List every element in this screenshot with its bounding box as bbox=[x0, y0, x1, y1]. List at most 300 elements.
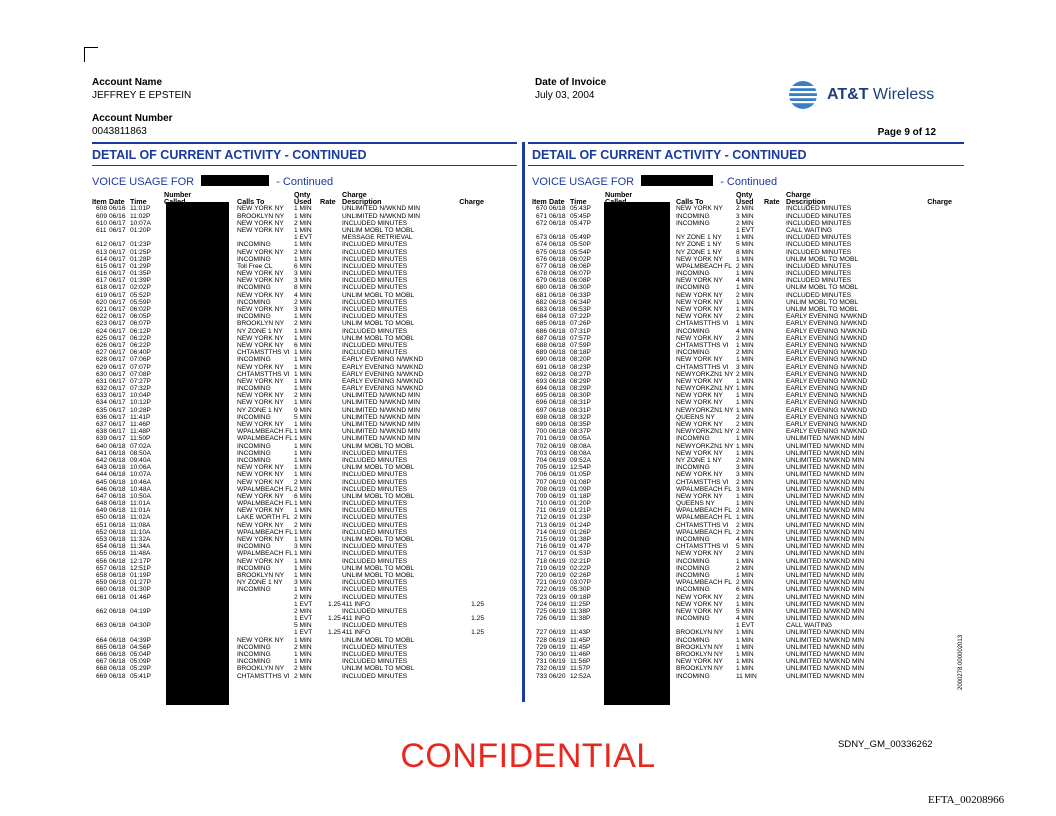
cell-description: UNLIMITED N/WKND MIN bbox=[342, 421, 421, 428]
cell-date: 06/18 bbox=[109, 536, 126, 543]
table-row bbox=[92, 471, 517, 478]
cell-description: INCLUDED MINUTES bbox=[786, 241, 852, 249]
cell-description: INCLUDED MINUTES bbox=[342, 651, 408, 658]
cell-qnty: 1 MIN bbox=[736, 643, 754, 651]
cell-calls-to: NEW YORK NY bbox=[676, 492, 723, 500]
cell-date: 06/19 bbox=[549, 435, 566, 443]
table-row bbox=[92, 385, 517, 392]
bates-number: SDNY_GM_00336262 bbox=[838, 739, 933, 750]
cell-time: 09:52A bbox=[570, 456, 591, 464]
table-row bbox=[92, 306, 517, 313]
cell-date: 06/19 bbox=[549, 629, 566, 637]
cell-description: INCLUDED MINUTES bbox=[342, 313, 408, 321]
cell-calls-to: INCOMING bbox=[676, 212, 710, 220]
cell-description: UNLIMITED N/WKND MIN bbox=[342, 392, 421, 400]
cell-item: 610 bbox=[96, 219, 108, 227]
cell-description: UNLIM MOBL TO MOBL bbox=[342, 571, 415, 579]
table-row bbox=[532, 342, 964, 349]
table-row bbox=[532, 399, 964, 406]
cell-date: 06/19 bbox=[549, 521, 566, 529]
cell-date: 06/18 bbox=[549, 262, 566, 270]
cell-date: 06/17 bbox=[109, 341, 126, 349]
cell-item: 699 bbox=[536, 421, 548, 428]
cell-item: 702 bbox=[536, 442, 548, 450]
cell-item: 670 bbox=[536, 205, 548, 213]
cell-date: 06/17 bbox=[109, 385, 126, 393]
cell-item: 726 bbox=[536, 615, 548, 623]
cell-description: EARLY EVENING N/WKND bbox=[786, 313, 868, 321]
cell-description: EARLY EVENING N/WKND bbox=[786, 385, 868, 393]
cell-time: 06:33P bbox=[570, 291, 591, 299]
cell-item: 725 bbox=[536, 607, 548, 615]
cell-time: 05:43P bbox=[570, 205, 591, 213]
table-row bbox=[92, 313, 517, 320]
header-date: Date bbox=[109, 197, 125, 207]
cell-calls-to: INCOMING bbox=[676, 349, 710, 357]
cell-item: 651 bbox=[96, 521, 108, 529]
cell-description: EARLY EVENING N/WKND bbox=[342, 377, 424, 385]
cell-qnty: 1 MIN bbox=[736, 442, 754, 450]
table-row bbox=[92, 378, 517, 385]
cell-description: UNLIMITED N/WKND MIN bbox=[342, 428, 421, 436]
cell-date: 06/19 bbox=[549, 579, 566, 587]
cell-qnty: 1 MIN bbox=[294, 658, 312, 666]
cell-calls-to: NEW YORK NY bbox=[237, 306, 284, 313]
cell-description: EARLY EVENING N/WKND bbox=[786, 334, 868, 342]
cell-time: 08:05A bbox=[570, 435, 591, 443]
cell-qnty: 1 MIN bbox=[294, 586, 312, 594]
cell-item: 692 bbox=[536, 370, 548, 378]
section-underline-left bbox=[92, 165, 517, 166]
table-row bbox=[92, 407, 517, 414]
cell-qnty: 1 MIN bbox=[736, 557, 754, 565]
cell-calls-to: INCOMING bbox=[237, 543, 271, 551]
cell-item: 625 bbox=[96, 334, 108, 342]
cell-time: 08:37P bbox=[570, 428, 591, 436]
cell-calls-to: NEW YORK NY bbox=[237, 219, 284, 227]
cell-date: 06/18 bbox=[549, 205, 566, 213]
table-row bbox=[532, 450, 964, 457]
cell-calls-to: CHTAMSTTHS VI bbox=[237, 370, 290, 378]
cell-description: UNLIMITED N/WKND MIN bbox=[786, 464, 865, 472]
header-time: Time bbox=[570, 197, 587, 207]
table-row bbox=[92, 586, 517, 593]
cell-description: EARLY EVENING N/WKND bbox=[786, 413, 868, 421]
cell-qnty: 1 MIN bbox=[294, 399, 312, 407]
cell-description: EARLY EVENING N/WKND bbox=[786, 363, 868, 371]
side-code: 2000278.000002013 bbox=[958, 634, 964, 690]
cell-date: 06/18 bbox=[549, 284, 566, 292]
cell-qnty: 1 MIN bbox=[294, 255, 312, 263]
cell-item: 628 bbox=[96, 356, 108, 364]
table-row bbox=[92, 486, 517, 493]
cell-description: INCLUDED MINUTES bbox=[342, 478, 408, 486]
cell-item: 722 bbox=[536, 586, 548, 594]
cell-date: 06/18 bbox=[549, 334, 566, 342]
cell-item: 686 bbox=[536, 327, 548, 335]
cell-time: 11:48A bbox=[130, 550, 151, 558]
table-row bbox=[92, 644, 517, 651]
table-row bbox=[92, 464, 517, 471]
cell-item: 617 bbox=[96, 277, 108, 285]
cell-description: UNLIMITED N/WKND MIN bbox=[786, 643, 865, 651]
cell-description: UNLIM MOBL TO MOBL bbox=[786, 306, 859, 313]
cell-date: 06/18 bbox=[549, 356, 566, 364]
cell-item: 721 bbox=[536, 579, 548, 587]
cell-date: 06/17 bbox=[109, 435, 126, 443]
cell-date: 06/19 bbox=[549, 536, 566, 543]
cell-time: 06:05P bbox=[130, 313, 151, 321]
table-row bbox=[532, 306, 964, 313]
cell-qnty: 2 MIN bbox=[736, 428, 754, 436]
cell-time: 11:45P bbox=[570, 636, 591, 644]
cell-description: UNLIMITED N/WKND MIN bbox=[786, 586, 865, 594]
cell-item: 730 bbox=[536, 651, 548, 658]
cell-qnty: 2 MIN bbox=[736, 564, 754, 572]
cell-date: 06/17 bbox=[109, 284, 126, 292]
header-charge: Charge bbox=[927, 197, 952, 207]
cell-time: 08:29P bbox=[570, 377, 591, 385]
cell-description: INCLUDED MINUTES bbox=[342, 284, 408, 292]
table-header bbox=[92, 198, 517, 205]
cell-time: 05:50P bbox=[570, 241, 591, 249]
cell-item: 612 bbox=[96, 241, 108, 249]
cell-item: 641 bbox=[96, 449, 108, 457]
cell-description: INCLUDED MINUTES bbox=[342, 298, 408, 306]
cell-time: 07:26P bbox=[570, 320, 591, 328]
cell-qnty: 3 MIN bbox=[294, 306, 312, 313]
cell-calls-to: NEW YORK NY bbox=[237, 377, 284, 385]
cell-qnty: 3 MIN bbox=[294, 579, 312, 587]
cell-date: 06/19 bbox=[549, 442, 566, 450]
cell-time: 05:59P bbox=[130, 298, 151, 306]
cell-date: 06/18 bbox=[109, 636, 126, 644]
cell-qnty: 5 MIN bbox=[294, 413, 312, 421]
cell-date: 06/18 bbox=[549, 370, 566, 378]
table-row bbox=[532, 313, 964, 320]
cell-date: 06/18 bbox=[109, 571, 126, 579]
cell-item: 638 bbox=[96, 428, 108, 436]
cell-description: EARLY EVENING N/WKND bbox=[342, 370, 424, 378]
cell-calls-to: NEW YORK NY bbox=[237, 341, 284, 349]
cell-qnty: 1 EVT bbox=[294, 600, 313, 608]
cell-description: INCLUDED MINUTES bbox=[342, 306, 408, 313]
cell-time: 06:22P bbox=[130, 334, 151, 342]
cell-item: 731 bbox=[536, 658, 548, 666]
cell-qnty: 1 MIN bbox=[736, 406, 754, 414]
cell-qnty: 4 MIN bbox=[736, 277, 754, 285]
header-qnty: Qnty bbox=[294, 190, 311, 199]
table-row bbox=[92, 205, 517, 212]
cell-item: 710 bbox=[536, 500, 548, 508]
cell-date: 06/17 bbox=[109, 291, 126, 299]
table-row bbox=[92, 328, 517, 335]
cell-item: 698 bbox=[536, 413, 548, 421]
cell-description: INCLUDED MINUTES bbox=[342, 456, 408, 464]
cell-date: 06/18 bbox=[109, 622, 126, 630]
cell-calls-to: NEW YORK NY bbox=[676, 607, 723, 615]
cell-description: UNLIMITED N/WKND MIN bbox=[786, 485, 865, 493]
table-row bbox=[532, 292, 964, 299]
cell-calls-to: NEW YORK NY bbox=[237, 636, 284, 644]
cell-calls-to: WPALMBEACH FL bbox=[676, 507, 732, 515]
cell-description: 411 INFO bbox=[342, 600, 371, 608]
header-number: Number bbox=[164, 190, 192, 199]
cell-description: UNLIM MOBL TO MOBL bbox=[342, 226, 415, 234]
table-row bbox=[532, 514, 964, 521]
cell-qnty: 1 MIN bbox=[294, 571, 312, 579]
cell-item: 660 bbox=[96, 586, 108, 594]
cell-calls-to: NY ZONE 1 NY bbox=[676, 234, 722, 242]
cell-calls-to: NEW YORK NY bbox=[676, 399, 723, 407]
cell-calls-to: INCOMING bbox=[237, 298, 271, 306]
cell-time: 08:50A bbox=[130, 449, 151, 457]
cell-calls-to: NEWYORKZN1 NY bbox=[676, 442, 734, 450]
cell-date: 06/20 bbox=[549, 672, 566, 680]
cell-description: EARLY EVENING N/WKND bbox=[786, 341, 868, 349]
cell-item: 684 bbox=[536, 313, 548, 321]
table-row bbox=[532, 457, 964, 464]
cell-time: 05:04P bbox=[130, 651, 151, 658]
cell-date: 06/18 bbox=[109, 665, 126, 673]
cell-description: EARLY EVENING N/WKND bbox=[786, 327, 868, 335]
cell-item: 687 bbox=[536, 334, 548, 342]
account-name: JEFFREY E EPSTEIN bbox=[92, 90, 192, 101]
cell-calls-to: NEW YORK NY bbox=[676, 313, 723, 321]
cell-calls-to: NY ZONE 1 NY bbox=[676, 241, 722, 249]
cell-item: 677 bbox=[536, 262, 548, 270]
table-row bbox=[532, 371, 964, 378]
cell-date: 06/18 bbox=[109, 643, 126, 651]
cell-description: INCLUDED MINUTES bbox=[786, 212, 852, 220]
cell-description: INCLUDED MINUTES bbox=[786, 248, 852, 256]
cell-item: 733 bbox=[536, 672, 548, 680]
cell-item: 679 bbox=[536, 277, 548, 285]
cell-qnty: 1 MIN bbox=[736, 306, 754, 313]
cell-item: 728 bbox=[536, 636, 548, 644]
cell-qnty: 2 MIN bbox=[736, 313, 754, 321]
cell-qnty: 1 MIN bbox=[294, 349, 312, 357]
header-charge-top: Charge bbox=[342, 190, 367, 199]
cell-item: 694 bbox=[536, 385, 548, 393]
cell-date: 06/18 bbox=[109, 471, 126, 479]
cell-item: 717 bbox=[536, 550, 548, 558]
cell-item: 654 bbox=[96, 543, 108, 551]
table-row bbox=[92, 572, 517, 579]
table-row bbox=[92, 220, 517, 227]
header-called: Called bbox=[605, 197, 627, 207]
voice-usage-suffix: - Continued bbox=[720, 176, 778, 188]
cell-calls-to: BROOKLYN NY bbox=[237, 212, 285, 220]
cell-qnty: 1 MIN bbox=[294, 564, 312, 572]
table-row bbox=[532, 407, 964, 414]
cell-charge: 1.25 bbox=[471, 615, 484, 623]
voice-usage-prefix: VOICE USAGE FOR bbox=[532, 176, 635, 188]
cell-description: UNLIMITED N/WKND MIN bbox=[786, 665, 865, 673]
table-row bbox=[532, 205, 964, 212]
cell-qnty: 1 MIN bbox=[736, 492, 754, 500]
cell-date: 06/17 bbox=[109, 219, 126, 227]
cell-time: 05:09P bbox=[130, 658, 151, 666]
cell-calls-to: BROOKLYN NY bbox=[237, 571, 285, 579]
cell-date: 06/19 bbox=[549, 651, 566, 658]
cell-calls-to: BROOKLYN NY bbox=[676, 629, 724, 637]
right-top-rule bbox=[528, 142, 964, 144]
cell-date: 06/18 bbox=[549, 385, 566, 393]
cell-time: 08:29P bbox=[570, 385, 591, 393]
cell-calls-to: INCOMING bbox=[676, 219, 710, 227]
cell-qnty: 2 MIN bbox=[294, 593, 312, 601]
cell-item: 676 bbox=[536, 255, 548, 263]
cell-qnty: 3 MIN bbox=[294, 277, 312, 285]
cell-qnty: 2 MIN bbox=[736, 579, 754, 587]
cell-item: 624 bbox=[96, 327, 108, 335]
cell-qnty: 6 MIN bbox=[294, 262, 312, 270]
cell-calls-to: NEWYORKZN1 NY bbox=[676, 406, 734, 414]
cell-time: 08:35P bbox=[570, 421, 591, 428]
cell-date: 06/18 bbox=[549, 212, 566, 220]
table-row bbox=[532, 435, 964, 442]
cell-item: 656 bbox=[96, 557, 108, 565]
cell-date: 06/19 bbox=[549, 550, 566, 558]
cell-qnty: 1 MIN bbox=[736, 341, 754, 349]
cell-time: 01:19P bbox=[130, 571, 151, 579]
cell-description: INCLUDED MINUTES bbox=[342, 327, 408, 335]
cell-qnty: 1 MIN bbox=[294, 334, 312, 342]
cell-qnty: 1 MIN bbox=[736, 514, 754, 522]
cell-item: 629 bbox=[96, 363, 108, 371]
table-row bbox=[532, 270, 964, 277]
cell-date: 06/17 bbox=[109, 306, 126, 313]
table-row bbox=[92, 227, 517, 234]
table-row bbox=[92, 651, 517, 658]
cell-qnty: 1 MIN bbox=[294, 212, 312, 220]
cell-calls-to: NEW YORK NY bbox=[676, 306, 723, 313]
table-row bbox=[92, 284, 517, 291]
cell-item: 689 bbox=[536, 349, 548, 357]
table-row bbox=[92, 658, 517, 665]
cell-date: 06/18 bbox=[549, 298, 566, 306]
cell-calls-to: NEW YORK NY bbox=[237, 557, 284, 565]
cell-description: INCLUDED MINUTES bbox=[342, 550, 408, 558]
cell-item: 719 bbox=[536, 564, 548, 572]
redacted-name bbox=[201, 175, 269, 186]
cell-qnty: 2 MIN bbox=[736, 334, 754, 342]
cell-description: UNLIMITED N/WKND MIN bbox=[786, 564, 865, 572]
cell-date: 06/19 bbox=[549, 485, 566, 493]
cell-item: 693 bbox=[536, 377, 548, 385]
table-row bbox=[92, 615, 517, 622]
section-title-right: DETAIL OF CURRENT ACTIVITY - CONTINUED bbox=[532, 148, 807, 162]
cell-description: INCLUDED MINUTES bbox=[342, 341, 408, 349]
cell-qnty: 1 MIN bbox=[294, 557, 312, 565]
table-row bbox=[92, 234, 517, 241]
cell-calls-to: CHTAMSTTHS VI bbox=[676, 320, 729, 328]
cell-date: 06/17 bbox=[109, 406, 126, 414]
cell-date: 06/18 bbox=[109, 557, 126, 565]
cell-description: UNLIMITED N/WKND MIN bbox=[786, 557, 865, 565]
cell-qnty: 1 MIN bbox=[294, 471, 312, 479]
table-row bbox=[92, 558, 517, 565]
table-row bbox=[92, 342, 517, 349]
cell-description: INCLUDED MINUTES bbox=[342, 255, 408, 263]
table-row bbox=[532, 335, 964, 342]
cell-time: 11:46P bbox=[570, 651, 591, 658]
cell-item: 707 bbox=[536, 478, 548, 486]
cell-time: 06:08P bbox=[570, 277, 591, 285]
cell-date: 06/18 bbox=[549, 392, 566, 400]
left-top-rule bbox=[92, 142, 517, 144]
cell-description: UNLIMITED N/WKND MIN bbox=[342, 413, 421, 421]
cell-calls-to: CHTAMSTTHS VI bbox=[676, 363, 729, 371]
cell-time: 11:01A bbox=[130, 500, 151, 508]
cell-time: 07:07P bbox=[130, 363, 151, 371]
cell-item: 652 bbox=[96, 528, 108, 536]
cell-calls-to: NEW YORK NY bbox=[676, 550, 723, 558]
cell-item: 713 bbox=[536, 521, 548, 529]
cell-time: 07:27P bbox=[130, 377, 151, 385]
cell-item: 657 bbox=[96, 564, 108, 572]
cell-qnty: 8 MIN bbox=[294, 284, 312, 292]
header-calls-to: Calls To bbox=[676, 197, 704, 207]
table-row bbox=[92, 249, 517, 256]
cell-description: INCLUDED MINUTES bbox=[342, 658, 408, 666]
cell-calls-to: NEWYORKZN1 NY bbox=[676, 370, 734, 378]
cell-qnty: 1 MIN bbox=[294, 536, 312, 543]
cell-item: 663 bbox=[96, 622, 108, 630]
cell-qnty: 1 MIN bbox=[736, 298, 754, 306]
cell-time: 06:06P bbox=[570, 262, 591, 270]
cell-item: 627 bbox=[96, 349, 108, 357]
cell-item: 653 bbox=[96, 536, 108, 543]
cell-calls-to: INCOMING bbox=[237, 449, 271, 457]
cell-time: 01:38P bbox=[570, 536, 591, 543]
table-row bbox=[92, 507, 517, 514]
cell-description: INCLUDED MINUTES bbox=[342, 579, 408, 587]
cell-calls-to: INCOMING bbox=[676, 571, 710, 579]
cell-description: INCLUDED MINUTES bbox=[342, 543, 408, 551]
cell-calls-to: NEW YORK NY bbox=[237, 270, 284, 278]
table-row bbox=[532, 529, 964, 536]
cell-time: 01:18P bbox=[570, 492, 591, 500]
cell-time: 07:22P bbox=[570, 313, 591, 321]
cell-date: 06/17 bbox=[109, 277, 126, 285]
cell-calls-to: NEW YORK NY bbox=[237, 277, 284, 285]
cell-qnty: 5 MIN bbox=[736, 241, 754, 249]
cell-time: 01:09P bbox=[570, 485, 591, 493]
cell-date: 06/18 bbox=[549, 349, 566, 357]
cell-date: 06/18 bbox=[549, 320, 566, 328]
table-row bbox=[92, 500, 517, 507]
table-row bbox=[92, 299, 517, 306]
cell-calls-to: NY ZONE 1 NY bbox=[237, 327, 283, 335]
header-description: Description bbox=[342, 197, 382, 207]
logo-suffix: Wireless bbox=[872, 86, 935, 103]
cell-calls-to: WPALMBEACH FL bbox=[237, 428, 293, 436]
cell-date: 06/19 bbox=[549, 586, 566, 594]
cell-date: 06/17 bbox=[109, 327, 126, 335]
cell-qnty: 1 MIN bbox=[736, 385, 754, 393]
table-row bbox=[532, 277, 964, 284]
table-row bbox=[532, 464, 964, 471]
header-rate: Rate bbox=[764, 197, 780, 207]
cell-time: 04:30P bbox=[130, 622, 151, 630]
cell-description: 411 INFO bbox=[342, 615, 371, 623]
cell-charge: 1.25 bbox=[471, 600, 484, 608]
table-row bbox=[532, 328, 964, 335]
cell-qnty: 2 MIN bbox=[294, 643, 312, 651]
cell-description: UNLIMITED N/WKND MIN bbox=[786, 514, 865, 522]
